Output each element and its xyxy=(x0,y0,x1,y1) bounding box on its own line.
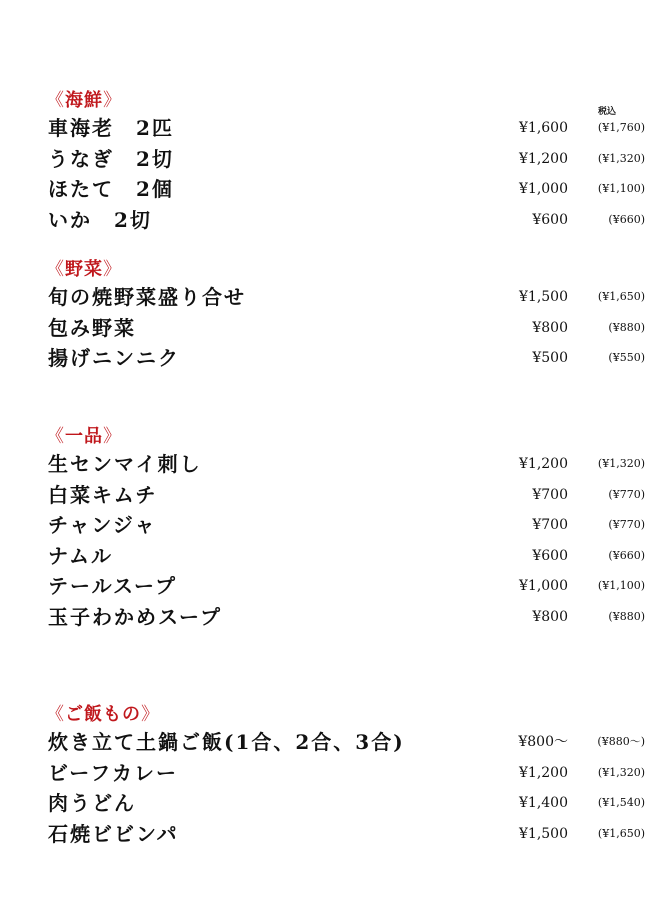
item-price: ¥800 xyxy=(532,608,568,625)
item-price: ¥1,200 xyxy=(519,764,568,781)
item-price: ¥500 xyxy=(532,350,568,366)
item-price: ¥1,500 xyxy=(519,825,568,842)
section-title: 《野菜》 xyxy=(46,259,122,280)
item-name: うなぎ 2切 xyxy=(48,146,174,171)
menu-item xyxy=(46,819,650,850)
section-title: 《ご飯もの》 xyxy=(46,704,160,725)
item-price-tax-included: (¥1,760) xyxy=(597,121,645,134)
item-price-tax-included: (¥880) xyxy=(608,320,645,334)
item-name: 揚げニンニク xyxy=(48,346,180,370)
menu-item xyxy=(46,205,650,236)
item-price: ¥700 xyxy=(532,486,568,503)
menu-item xyxy=(46,343,650,374)
menu-item xyxy=(46,510,650,541)
item-price: ¥1,000 xyxy=(519,578,568,594)
menu-item xyxy=(46,174,650,205)
menu-item xyxy=(46,571,650,602)
item-name: 旬の焼野菜盛り合せ xyxy=(48,285,246,309)
item-price-tax-included: (¥1,650) xyxy=(597,826,645,840)
section-vegetables xyxy=(46,258,650,374)
item-name: 玉子わかめスープ xyxy=(48,604,222,629)
item-name: いか 2切 xyxy=(48,207,152,232)
item-name: 石焼ビビンパ xyxy=(48,821,179,846)
item-price: ¥600 xyxy=(532,211,568,228)
item-name: テールスープ xyxy=(48,574,177,598)
menu-item xyxy=(46,282,650,313)
item-price: ¥800 xyxy=(532,319,568,336)
item-name: 生センマイ刺し xyxy=(48,452,202,476)
item-price-tax-included: (¥660) xyxy=(608,212,645,226)
item-price: ¥1,200 xyxy=(519,456,568,472)
item-name: 白菜キムチ xyxy=(48,482,158,507)
item-price: ¥1,600 xyxy=(519,120,568,136)
menu-item xyxy=(46,602,650,633)
section-title: 《一品》 xyxy=(46,426,122,447)
item-price-tax-included: (¥1,320) xyxy=(597,765,645,779)
item-price: ¥600 xyxy=(532,547,568,564)
item-price: ¥1,500 xyxy=(519,289,568,305)
item-price-tax-included: (¥1,650) xyxy=(597,290,645,303)
item-name: 炊き立て土鍋ご飯(1合、2合、3合) xyxy=(48,730,405,754)
menu-item xyxy=(46,758,650,789)
item-price-tax-included: (¥880～) xyxy=(597,735,645,748)
item-price-tax-included: (¥550) xyxy=(608,351,645,364)
tax-included-header: 税込 xyxy=(598,107,617,117)
item-price-tax-included: (¥880) xyxy=(608,609,645,623)
menu-item xyxy=(46,313,650,344)
item-price-tax-included: (¥1,540) xyxy=(597,796,645,809)
item-name: 車海老 2匹 xyxy=(48,116,174,140)
menu-item xyxy=(46,541,650,572)
item-price-tax-included: (¥660) xyxy=(608,548,645,562)
item-price-tax-included: (¥770) xyxy=(608,487,645,501)
item-price: ¥1,000 xyxy=(519,181,568,197)
menu-item xyxy=(46,788,650,819)
section-rice-dishes xyxy=(46,703,650,849)
item-price: ¥800～ xyxy=(518,734,568,750)
item-name: ナムル xyxy=(48,543,113,568)
menu-item xyxy=(46,113,650,144)
item-price-tax-included: (¥1,100) xyxy=(597,182,645,195)
item-name: 肉うどん xyxy=(48,791,136,815)
item-price-tax-included: (¥1,100) xyxy=(597,579,645,592)
menu-item xyxy=(46,727,650,758)
item-price: ¥1,400 xyxy=(519,795,568,811)
item-price-tax-included: (¥770) xyxy=(608,518,645,531)
menu-item xyxy=(46,144,650,175)
item-name: 包み野菜 xyxy=(48,315,136,340)
menu-item xyxy=(46,480,650,511)
section-title: 《海鮮》 xyxy=(46,90,122,111)
section-a-la-carte xyxy=(46,425,650,632)
item-name: チャンジャ xyxy=(48,513,157,537)
item-price-tax-included: (¥1,320) xyxy=(597,151,645,165)
section-seafood xyxy=(46,89,650,235)
item-price: ¥700 xyxy=(532,517,568,533)
item-name: ビーフカレー xyxy=(48,760,178,785)
item-price: ¥1,200 xyxy=(519,150,568,167)
menu-item xyxy=(46,449,650,480)
item-price-tax-included: (¥1,320) xyxy=(597,457,645,470)
item-name: ほたて 2個 xyxy=(48,177,174,201)
